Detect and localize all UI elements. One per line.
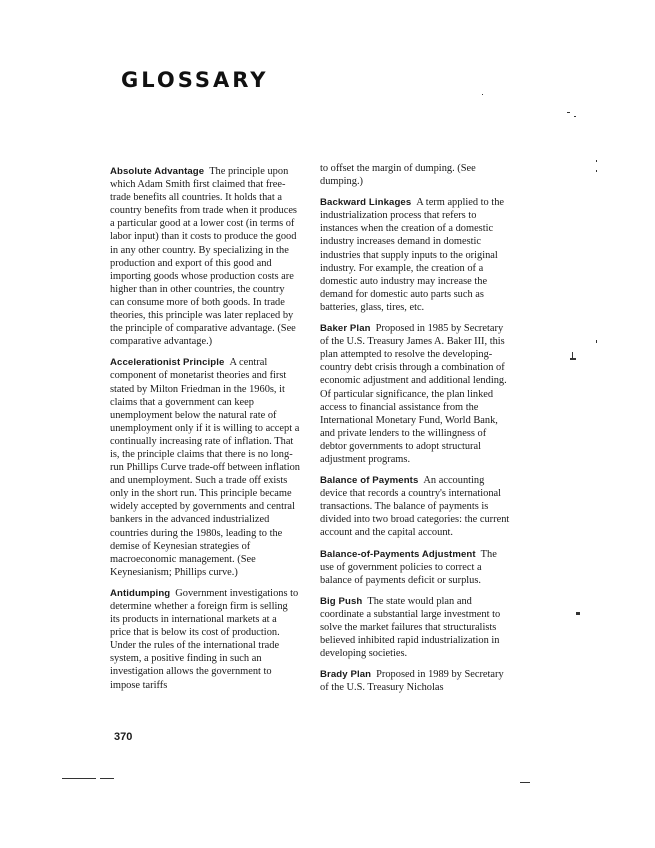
glossary-term: Antidumping [110,587,171,599]
scan-mark [520,782,530,783]
glossary-term: Balance of Payments [320,475,419,487]
glossary-term: Brady Plan [320,669,372,681]
glossary-term: Baker Plan [320,323,371,335]
scan-mark [570,358,576,360]
glossary-definition: A central component of monetarist theories and first stated by Milton Friedman in the 1960s, it claims that a government can keep unemployment below the natural rate of unemployment only if it is willing to accept a continually increasing rate of inflation. That is, the principle claims that there is no long-run Phillips Curve trade-off between inflation and unemployment. Such a trade off exists only in the short run. This principle became widely accepted by governments and central bankers in the advanced industrialized countries during the 1980s, leading to the demise of Keynesian strategies of macroeconomic management. (See Keynesianism; Phillips curve.) [110,357,300,578]
glossary-definition: to offset the margin of dumping. (See dumping.) [320,163,476,188]
glossary-entry [110,165,300,348]
glossary-definition: Government investigations to determine whether a foreign firm is selling its products in international markets at a price that is below its cost of production. Under the rules of the international trade system, a positive finding in such an investigation allows the government to impose tariffs [110,587,299,691]
glossary-entry [320,595,510,660]
glossary-definition: An accounting device that records a country's international transactions. The balance of payments is divided into two broad categories: the current account and the capital account. [320,475,510,539]
scan-mark [100,778,114,779]
glossary-entry [110,587,300,692]
glossary-definition: A term applied to the industrialization process that refers to instances when the creation of a domestic industry increases demand in domestic industries that supply inputs to the original industry. For example, the creation of a domestic auto industry may increase the demand for domestic auto parts such as batteries, glass, tires, etc. [320,197,505,313]
glossary-entry [320,668,510,694]
scan-mark [62,778,96,779]
glossary-definition: The use of government policies to correct a balance of payments deficit or surplus. [320,548,497,586]
page-number: 370 [114,731,133,743]
glossary-term: Accelerationist Principle [110,357,225,369]
scan-mark [572,352,573,360]
scan-mark [567,112,570,113]
glossary-definition: Proposed in 1989 by Secretary of the U.S. Treasury Nicholas [320,669,504,694]
glossary-entry [320,196,510,314]
glossary-definition: The principle upon which Adam Smith first claimed that free-trade benefits all countries. It holds that a country benefits from trade when it produces a particular good at a lower cost (in terms of labor input) than it costs to produce the good in any other country. By specializing in the production and export of this good and importing goods whose production costs are higher than in other countries, the country can consume more of both goods. In trade theories, this principle was later replaced by the principle of comparative advantage. (See comparative advantage.) [110,166,297,348]
left-column [110,165,300,700]
glossary-entry-continued [320,162,510,188]
glossary-entry [320,322,510,466]
glossary-definition: The state would plan and coordinate a substantial large investment to solve the market failures that structuralists believed inhibited rapid industrialization in developing societies. [320,595,501,660]
scan-mark [596,170,597,172]
glossary-term: Backward Linkages [320,197,412,209]
scan-mark [596,160,597,162]
glossary-definition: Proposed in 1985 by Secretary of the U.S. Treasury James A. Baker III, this plan attempted to resolve the developing-country debt crisis through a combination of economic adjustment and additional lending. Of particular significance, the plan linked access to financial assistance from the International Monetary Fund, World Bank, and private lenders to the willingness of debtor governments to adopt structural adjustment programs. [320,323,507,465]
glossary-term: Big Push [320,595,363,607]
glossary-entry [110,356,300,579]
scan-mark [596,340,597,343]
scan-mark [576,612,580,615]
scan-mark [482,94,483,95]
page-title: GLOSSARY [121,68,269,92]
glossary-term: Balance-of-Payments Adjustment [320,548,476,560]
scan-mark [574,116,576,117]
glossary-entry [320,474,510,539]
glossary-entry [320,548,510,587]
right-column [320,162,510,702]
glossary-term: Absolute Advantage [110,166,205,177]
